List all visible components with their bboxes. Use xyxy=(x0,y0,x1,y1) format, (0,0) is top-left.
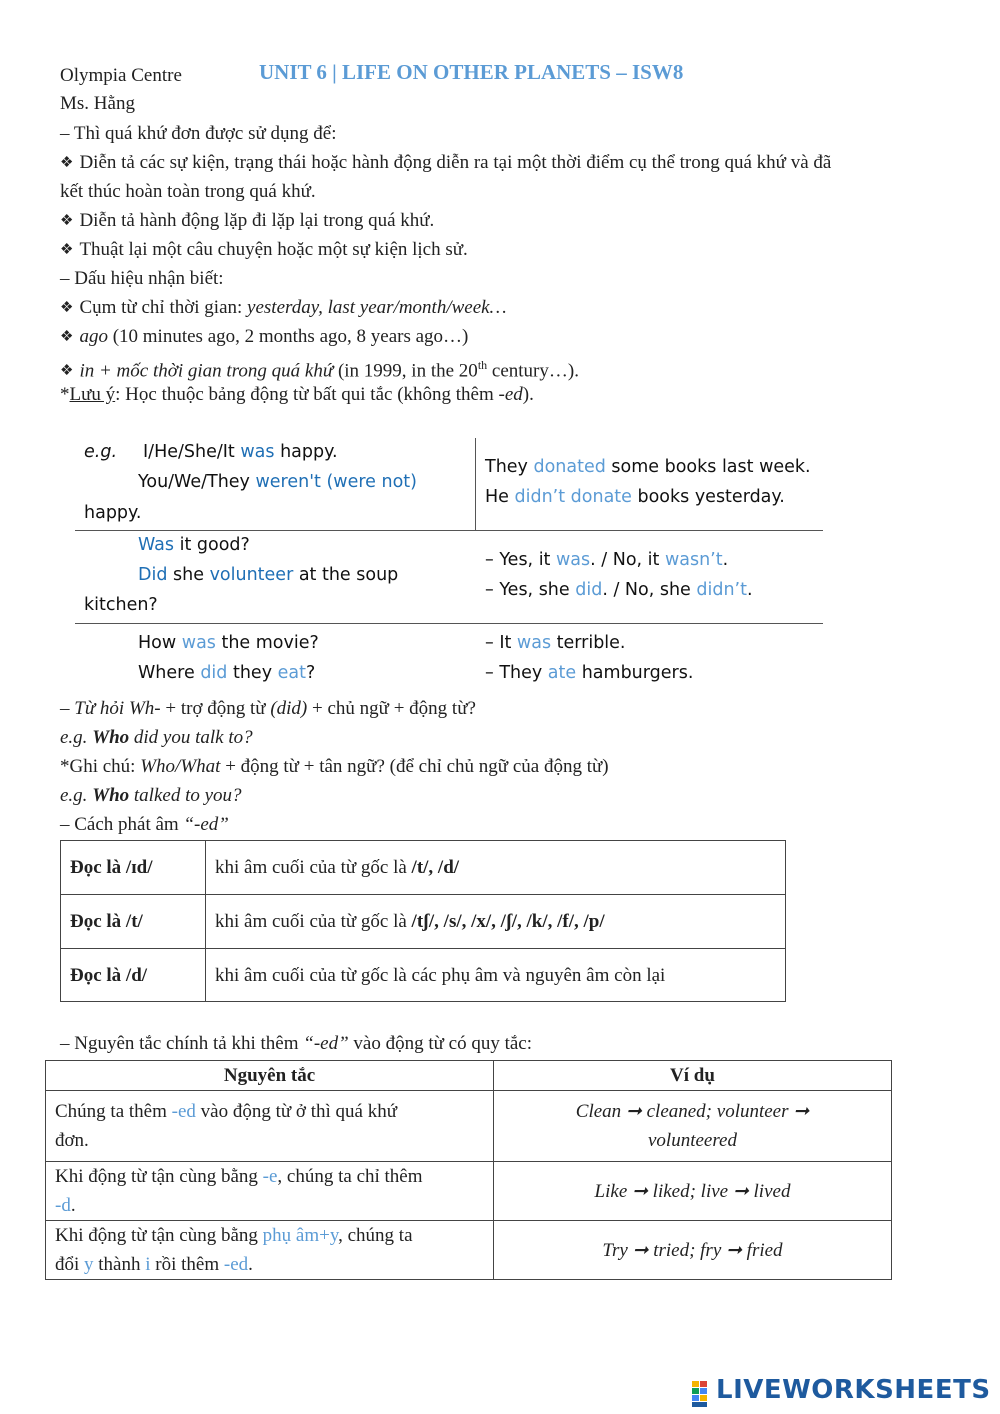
rule-text: Chúng ta thêm xyxy=(55,1101,172,1122)
ex-text: some books last week. xyxy=(605,457,811,477)
ex-text: – They xyxy=(485,663,548,683)
example-row1-left-line3: happy. xyxy=(84,503,142,523)
ex-text: How xyxy=(138,633,182,653)
example-row3-left-line1 xyxy=(138,628,319,658)
rule-highlight: -d xyxy=(55,1195,71,1216)
example-row2-left-line1 xyxy=(138,530,250,560)
pron-label: Đọc là /d/ xyxy=(61,949,206,1002)
example-row1-left-line2 xyxy=(138,467,417,497)
ex-text: she xyxy=(167,565,210,585)
pron-rule-bold: /t/, /d/ xyxy=(411,857,460,878)
example-text: volunteered xyxy=(648,1130,737,1151)
example-row2-right-line2 xyxy=(485,575,753,605)
sign-3-rest-a: (in 1999, in the 20 xyxy=(333,360,478,382)
rule-text: Khi động từ tận cùng bằng xyxy=(55,1225,263,1246)
ex-text: books yesterday. xyxy=(631,487,785,507)
usage-item-1-line2: kết thúc hoàn toàn trong quá khứ. xyxy=(60,181,316,202)
signs-heading: – Dấu hiệu nhận biết: xyxy=(60,268,224,289)
spelling-example xyxy=(494,1091,892,1162)
ex-text: happy. xyxy=(274,442,338,462)
wh-italic: – Từ hỏi Wh- xyxy=(60,698,161,719)
ex-verb: was xyxy=(555,550,591,570)
sign-item-2 xyxy=(60,322,468,353)
rule-text: thành xyxy=(93,1254,146,1275)
ex-verb: wasn’t xyxy=(664,550,723,570)
table-row xyxy=(46,1221,892,1280)
ex-text: at the soup xyxy=(293,565,399,585)
spelling-rule xyxy=(46,1162,494,1221)
pron-rule-text: khi âm cuối của từ gốc là các phụ âm và nguyên âm còn lại xyxy=(215,964,666,986)
note-rest: + động từ + tân ngữ? (để chỉ chủ ngữ của động từ) xyxy=(220,756,609,777)
ex-verb: donated xyxy=(533,457,606,477)
pron-italic: “-ed” xyxy=(183,814,229,835)
ex-verb: was xyxy=(240,442,275,462)
usage-heading: – Thì quá khứ đơn được sử dụng để: xyxy=(60,123,337,144)
spelling-example: Like ➞ liked; live ➞ lived xyxy=(494,1162,892,1221)
ex-text: the movie? xyxy=(215,633,319,653)
rule-text: đổi xyxy=(55,1254,85,1275)
ex-verb: ate xyxy=(547,663,577,683)
ex-text: . / No, it xyxy=(590,550,665,570)
table-row xyxy=(46,1162,892,1221)
example-row1-right-line2 xyxy=(485,482,785,512)
irregular-note xyxy=(60,380,534,409)
usage-item-3-text: Thuật lại một câu chuyện hoặc một sự kiện lịch sử. xyxy=(79,239,468,260)
ex-verb: Was xyxy=(138,535,175,555)
note-rest-a: : Học thuộc bảng động từ bất qui tắc (không thêm xyxy=(115,384,499,405)
page-title: UNIT 6 | LIFE ON OTHER PLANETS – ISW8 xyxy=(259,60,684,84)
spelling-heading-italic: “-ed” xyxy=(303,1033,349,1054)
eg-bold: Who xyxy=(92,785,130,806)
note-italic: -ed xyxy=(498,384,523,405)
teacher-name: Ms. Hằng xyxy=(60,93,135,114)
usage-item-3 xyxy=(60,235,468,266)
liveworksheets-logo-icon xyxy=(692,1381,716,1407)
ex-verb: was xyxy=(181,633,216,653)
ex-verb: weren't (were not) xyxy=(255,472,417,492)
pron-rule-text: khi âm cuối của từ gốc là xyxy=(215,857,412,878)
ex-text: Where xyxy=(138,663,201,683)
ex-text: . xyxy=(722,550,729,570)
pron-label: Đọc là /ɪd/ xyxy=(61,841,206,895)
spelling-rule xyxy=(46,1091,494,1162)
example-row2-left-line2 xyxy=(138,560,398,590)
ex-verb: didn’t donate xyxy=(514,487,632,507)
ex-verb: was xyxy=(516,633,552,653)
example-row2-right-line1 xyxy=(485,545,728,575)
rule-text: vào động từ ở thì quá khứ xyxy=(195,1101,398,1122)
rule-text: rồi thêm xyxy=(150,1254,224,1275)
rule-highlight: i xyxy=(145,1254,151,1275)
example-row1-left-line1 xyxy=(84,437,338,467)
ex-text: I/He/She/It xyxy=(143,442,241,462)
ex-verb: eat xyxy=(277,663,306,683)
wh-text: + chủ ngữ + động từ? xyxy=(307,698,476,719)
ex-verb: did xyxy=(575,580,603,600)
example-divider-2 xyxy=(75,623,823,624)
eg-prefix: e.g. xyxy=(60,727,93,748)
ex-text: – Yes, it xyxy=(485,550,556,570)
liveworksheets-logo xyxy=(692,1375,991,1407)
sign-2-rest: (10 minutes ago, 2 months ago, 8 years ago…) xyxy=(107,326,469,347)
wh-did: (did) xyxy=(270,698,308,719)
pron-rule-bold: /tʃ/, /s/, /x/, /ʃ/, /k/, /f/, /p/ xyxy=(411,911,605,932)
rule-text: Khi động từ tận cùng bằng xyxy=(55,1166,263,1187)
pronunciation-heading xyxy=(60,810,229,839)
table-row xyxy=(61,895,786,949)
rule-highlight: y xyxy=(84,1254,94,1275)
spelling-heading xyxy=(60,1029,532,1058)
spelling-heading-text: vào động từ có quy tắc: xyxy=(348,1033,533,1054)
note-label: Lưu ý xyxy=(69,384,116,405)
sign-3-sup: th xyxy=(477,358,488,372)
spelling-heading-text: – Nguyên tắc chính tả khi thêm xyxy=(60,1033,304,1054)
ex-text: . / No, she xyxy=(602,580,697,600)
ex-text: They xyxy=(485,457,534,477)
pron-rule xyxy=(206,841,786,895)
col-example-header: Ví dụ xyxy=(494,1061,892,1091)
spelling-rule xyxy=(46,1221,494,1280)
ex-text: – It xyxy=(485,633,517,653)
usage-item-2-text: Diễn tả hành động lặp đi lặp lại trong quá khứ. xyxy=(79,210,435,231)
usage-item-2 xyxy=(60,206,434,237)
table-row xyxy=(46,1091,892,1162)
rule-highlight: -e xyxy=(262,1166,278,1187)
ex-verb: Did xyxy=(138,565,168,585)
ex-text: hamburgers. xyxy=(576,663,694,683)
wh-example-2 xyxy=(60,781,242,810)
rule-text: . xyxy=(248,1254,253,1275)
ex-text: they xyxy=(227,663,278,683)
pron-text: – Cách phát âm xyxy=(60,814,184,835)
ex-text: ? xyxy=(305,663,316,683)
wh-text: + trợ động từ xyxy=(160,698,271,719)
eg-prefix: e.g. xyxy=(60,785,93,806)
pron-rule xyxy=(206,949,786,1002)
ex-text: terrible. xyxy=(551,633,626,653)
sign-2-italic: ago xyxy=(79,326,108,347)
rule-highlight: -ed xyxy=(223,1254,249,1275)
example-text: Clean ➞ cleaned; volunteer ➞ xyxy=(575,1101,810,1122)
wh-example-1 xyxy=(60,723,253,752)
example-row3-right-line1 xyxy=(485,628,626,658)
ex-text: . xyxy=(746,580,753,600)
spelling-example: Try ➞ tried; fry ➞ fried xyxy=(494,1221,892,1280)
note-italic: Who/What xyxy=(140,756,221,777)
sign-3-rest-b: century…). xyxy=(487,360,579,382)
col-rule-header: Nguyên tắc xyxy=(46,1061,494,1091)
example-row3-left-line2 xyxy=(138,658,315,688)
pronunciation-table xyxy=(60,840,786,1002)
logo-text: LIVEWORKSHEETS xyxy=(716,1375,991,1405)
sign-item-1 xyxy=(60,293,506,324)
table-row xyxy=(61,949,786,1002)
note-rest-b: ). xyxy=(522,384,534,405)
sign-1-italic: yesterday, last year/month/week… xyxy=(247,297,507,318)
ex-text: He xyxy=(485,487,515,507)
rule-highlight: -ed xyxy=(171,1101,196,1122)
rule-text: đơn. xyxy=(55,1130,89,1151)
wh-formula xyxy=(60,694,476,723)
sign-3-italic: in + mốc thời gian trong quá khứ xyxy=(79,360,334,382)
eg-bold: Who xyxy=(92,727,130,748)
example-row1-right-line1 xyxy=(485,452,811,482)
rule-highlight: phụ âm+y xyxy=(262,1225,339,1246)
eg-label: e.g. xyxy=(84,442,118,462)
ex-verb: volunteer xyxy=(209,565,294,585)
example-divider-vertical xyxy=(475,438,476,531)
usage-item-1-line1: Diễn tả các sự kiện, trạng thái hoặc hành động diễn ra tại một thời điểm cụ thể trong quá khứ và đã xyxy=(79,152,832,173)
spelling-table xyxy=(45,1060,892,1280)
ex-text: You/We/They xyxy=(138,472,256,492)
rule-text: , chúng ta xyxy=(338,1225,413,1246)
example-row3-right-line2 xyxy=(485,658,693,688)
note-prefix: *Ghi chú: xyxy=(60,756,141,777)
ex-text: – Yes, she xyxy=(485,580,576,600)
ex-text: it good? xyxy=(174,535,250,555)
table-header-row xyxy=(46,1061,892,1091)
note-star: * xyxy=(60,384,70,405)
rule-text: , chúng ta chỉ thêm xyxy=(277,1166,423,1187)
table-row xyxy=(61,841,786,895)
pron-label: Đọc là /t/ xyxy=(61,895,206,949)
eg-rest: did you talk to? xyxy=(129,727,253,748)
wh-note xyxy=(60,752,609,781)
usage-item-1 xyxy=(60,148,831,179)
eg-rest: talked to you? xyxy=(129,785,242,806)
example-row2-left-line3: kitchen? xyxy=(84,595,158,615)
pron-rule-text: khi âm cuối của từ gốc là xyxy=(215,911,412,932)
ex-verb: did xyxy=(200,663,228,683)
centre-name: Olympia Centre xyxy=(60,65,182,86)
ex-verb: didn’t xyxy=(696,580,747,600)
sign-1-prefix: Cụm từ chỉ thời gian: xyxy=(79,297,248,318)
pron-rule xyxy=(206,895,786,949)
rule-text: . xyxy=(70,1195,76,1216)
